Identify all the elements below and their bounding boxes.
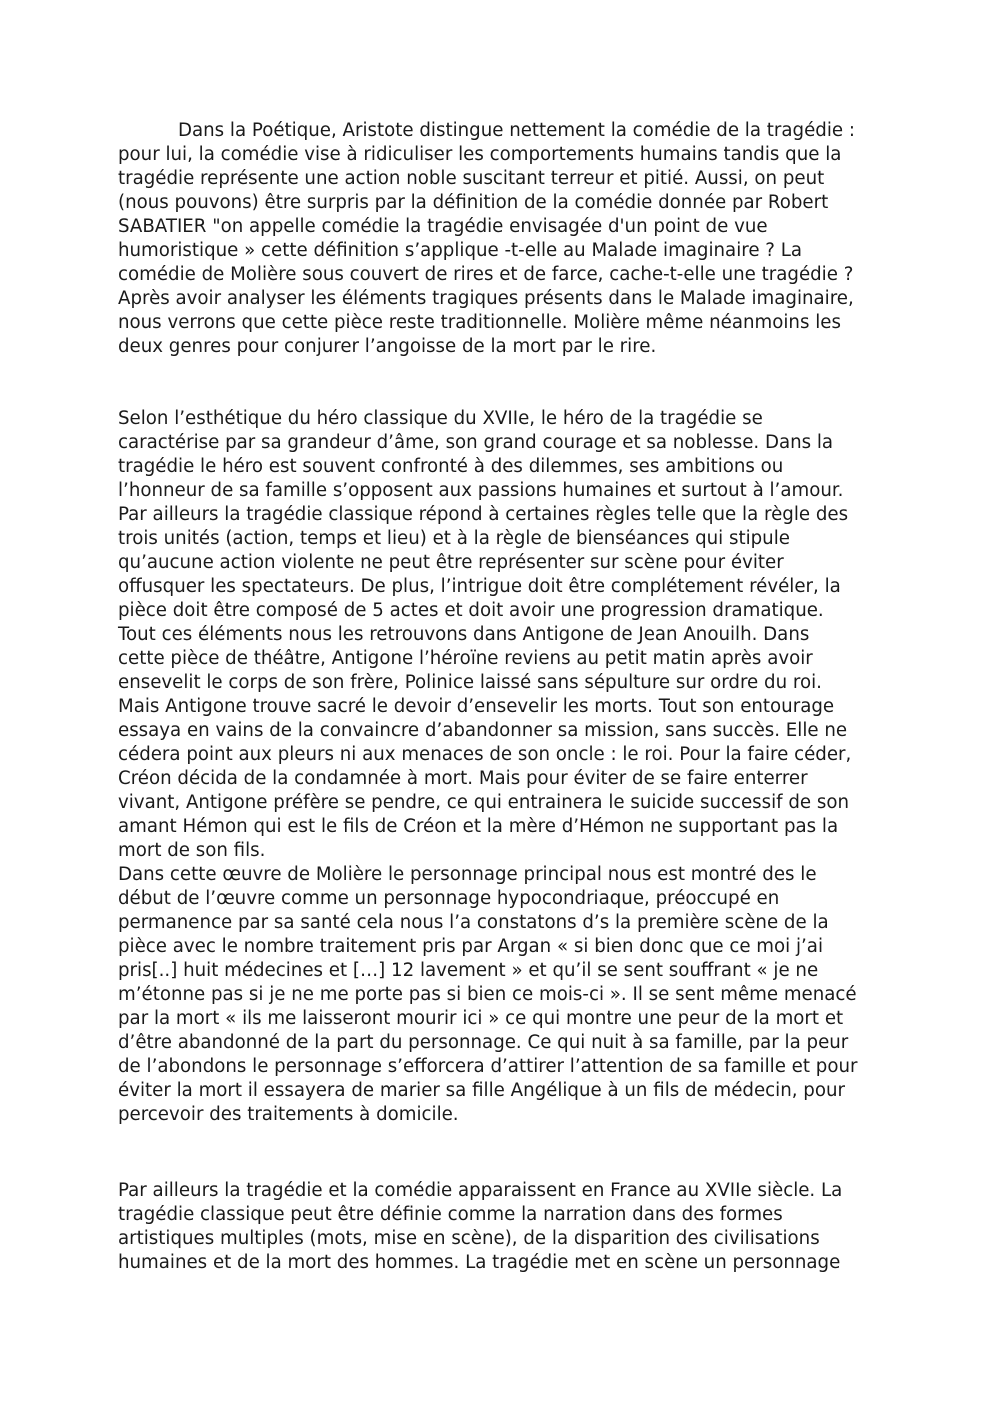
paragraph-introduction: Dans la Poétique, Aristote distingue nettement la comédie de la tragédie : pour lui, la comédie vise à ridiculiser les comportements humains tandis que la tragédie représente une action noble suscitant terreur et pitié. Aussi, on peut (nous pouvons) être surpris par la définition de la comédie donnée par Robert SABATIER "on appelle comédie la tragédie envisagée d'un point de vue humoristique » cette définition s’applique -t-elle au Malade imaginaire ? La comédie de Molière sous couvert de rires et de farce, cache-t-elle une tragédie ? Après avoir analyser les éléments tragiques présents dans le Malade imaginaire, nous verrons que cette pièce reste traditionnelle. Molière même néanmoins les deux genres pour conjurer l’angoisse de la mort par le rire. (118, 120, 855, 357)
paragraph-moliere-character: Dans cette œuvre de Molière le personnage principal nous est montré des le début de l’œuvre comme un personnage hypocondriaque, préoccupé en permanence par sa santé cela nous l’a constatons d’s la première scène de la pièce avec le nombre traitement pris par Argan « si bien donc que ce moi j’ai pris[..] huit médecines et […] 12 lavement » et qu’il se sent souffrant « je ne m’étonne pas si je ne me porte pas si bien ce mois-ci ». Il se sent même menacé par la mort « ils me laisseront mourir ici » ce qui montre une peur de la mort et d’être abandonné de la part du personnage. Ce qui nuit à sa famille, par la peur de l’abondons le personnage s’efforcera d’attirer l’attention de sa famille et pour éviter la mort il essayera de marier sa fille Angélique à un fils de médecin, pour percevoir des traitements à domicile. (118, 864, 858, 1125)
paragraph-tragedy-comedy: Par ailleurs la tragédie et la comédie apparaissent en France au XVIIe siècle. La tragédie classique peut être définie comme la narration dans des formes artistiques multiples (mots, mise en scène), de la disparition des civilisations humaines et de la mort des hommes. La tragédie met en scène un personnage (118, 1180, 843, 1273)
paragraph-tragic-hero: Selon l’esthétique du héro classique du XVIIe, le héro de la tragédie se caractérise par sa grandeur d’âme, son grand courage et sa noblesse. Dans la tragédie le héro est souvent confronté à des dilemmes, ses ambitions ou l’honneur de sa famille s’opposent aux passions humaines et surtout à l’amour. Par ailleurs la tragédie classique répond à certaines règles telle que la règle des trois unités (action, temps et lieu) et à la règle de bienséances qui stipule qu’aucune action violente ne peut être représenter sur scène pour éviter offusquer les spectateurs. De plus, l’intrigue doit être complétement révéler, la pièce doit être composé de 5 actes et doit avoir une progression dramatique. Tout ces éléments nous les retrouvons dans Antigone de Jean Anouilh. Dans cette pièce de théâtre, Antigone l’héroïne reviens au petit matin après avoir ensevelit le corps de son frère, Polinice laissé sans sépulture sur ordre du roi. Mais Antigone trouve sacré le devoir d’ensevelir les morts. Tout son entourage essaya en vains de la convaincre d’abandonner sa mission, sans succès. Elle ne cédera point aux pleurs ni aux menaces de son oncle : le roi. Pour la faire céder, Créon décida de la condamnée à mort. Mais pour éviter de se faire enterrer vivant, Antigone préfère se pendre, ce qui entrainera le suicide successif de son amant Hémon qui est le fils de Créon et la mère d’Hémon ne supportant pas la mort de son fils. (118, 408, 852, 861)
